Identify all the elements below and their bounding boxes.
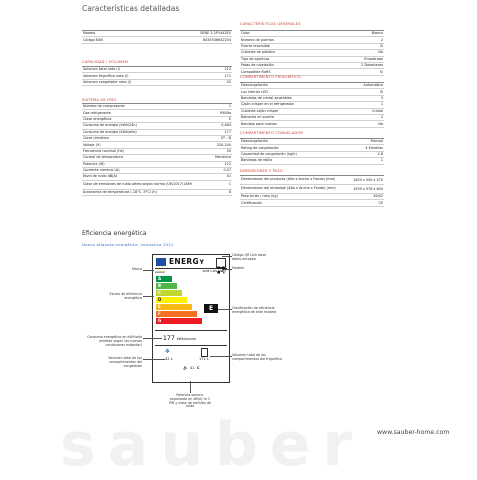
row-label: Volumen congelador neto (l) [82,79,210,85]
frigorifico-table [240,82,384,128]
row-value: 1 [211,104,232,110]
row-label: Peso bruto / neto (kg) [240,194,346,200]
table-row [82,79,232,85]
row-label: Clase de emisiones de ruido aéreo según norma (UE)2017/1369 [82,180,211,189]
class-bar-a: A [156,276,172,282]
row-value: 1450 x 540 x 570 [346,176,384,185]
brand-small: sauber [155,270,166,274]
row-label: Control de temperatura [82,155,211,161]
callout-ruido: Potencia sonora, expresada en dB(A) re 1 PW y clase de emisión de ruido [168,393,212,409]
row-label: Compatible RoHS [240,69,327,75]
row-value: No [327,50,384,56]
callout-qr: Código QR Link base datos europea [232,253,267,261]
row-label: Balcones en puerta [240,114,344,120]
row-label: Clase climática [82,135,211,141]
class-bar-e: E [156,304,192,310]
row-value: Mecánico [211,155,232,161]
class-bar-b: B [156,283,177,289]
row-label: Puerta reversible [240,43,327,49]
row-label: Dimensiones del embalaje (Alto x Ancho x Fondo) (mm) [240,185,346,194]
row-value: 1 [348,158,385,164]
class-bar-f: F [156,311,197,317]
selected-class-marker: E [204,304,218,313]
frigorifico-title: COMPARTIMENTO FRIGORÍFICO [240,75,301,79]
row-label: Patas de nivelación [240,62,327,68]
generales-table [240,30,384,76]
row-value: 0,484 [211,123,232,129]
snowflake-icon: ❄ [165,348,171,355]
sistema-table [82,103,232,196]
generales-title: CARACTERÍSTICAS GENERALES [240,22,301,26]
row-label: Modelo [82,31,142,37]
table-row [240,176,384,185]
row-value: 4 Estrellas [348,145,385,151]
row-value: 8 [211,189,232,195]
row-label: Volumen total neto (l) [82,67,210,73]
eficiencia-subtitle: Nueva etiqueta energética, normativa 2021 [82,242,174,247]
row-label: Consumo de energía (kWh/24h) [82,123,211,129]
row-value: 220-240 [211,142,232,148]
callout-consumo: Consumo energético en kWh/año (medido según las nuevas condiciones estándar) [87,335,142,347]
row-value: 171 [210,73,232,79]
row-label: Número de compresores [82,104,211,110]
row-value: Automática [344,83,384,89]
row-value: 2 [327,37,384,43]
watermark: sauber [60,410,365,480]
page-title: Características detalladas [82,4,180,13]
row-value: 2 Delanteras [327,62,384,68]
row-value: Cristal [344,108,384,114]
row-value: R600a [211,110,232,116]
row-value: Manual [348,139,385,145]
row-value: ST - N [211,135,232,141]
fridge-icon [201,348,208,357]
row-value: 0,57 [211,167,232,173]
lightning-icon: ʏ [198,257,205,266]
row-label: Corriente nominal (A) [82,167,211,173]
energy-word [169,257,205,266]
row-value: E [211,116,232,122]
qr-code-icon [216,258,226,268]
row-value: 1539 x 578 x 600 [346,185,384,194]
callout-clasificacion: Clasificación de eficiencia energética de este modelo [232,306,277,314]
row-label: Tipo de apertura [240,56,327,62]
callout-line [143,296,154,297]
speaker-icon: 🔈 [183,365,189,370]
capacidad-title: CAPACIDAD / VOLUMEN [82,60,128,64]
row-value: SENE 3-2P1442EV [142,31,232,37]
sistema-title: SISTEMA DE FRÍO [82,98,117,102]
capacidad-table [82,66,232,86]
row-label: Dimensiones del producto (Alto x Ancho x Fondo) (mm) [240,176,346,185]
callout-line [218,309,232,310]
row-value: 42 [210,79,232,85]
class-bar-g: G [156,318,202,324]
row-value: 212 [210,67,232,73]
row-label: Gas refrigerante [82,110,211,116]
row-value: 3 [344,95,384,101]
row-label: Bandejas de cristal ajustables [240,95,344,101]
footer-url[interactable]: www.sauber-home.com [377,429,450,436]
divider [155,330,227,331]
row-label: Descongelación [240,139,348,145]
row-value: 2 [344,114,384,120]
row-value: 39/42 [346,194,384,200]
row-value: Sí [344,89,384,95]
callout-marca: Marca [132,267,142,271]
row-label: Cubierta de plástico [240,50,327,56]
model-small: SENE 3-2P1442EV [202,270,226,273]
eu-flag-icon [156,258,166,266]
row-label: Rating de congelación [240,145,348,151]
row-label: Consumo de energía (kWh/año) [82,129,211,135]
energy-label-header [155,257,227,269]
dimensiones-title: DIMENSIONES Y PESO [240,169,283,173]
table-row [82,180,232,189]
row-label: Certificación [240,200,346,206]
row-label: Capacidad de congelación (kg/h) [240,151,348,157]
table-row [240,121,384,127]
row-value: 41 [211,174,232,180]
row-label: Número de puertas [240,37,327,43]
congelador-table [240,138,384,165]
divider [155,345,227,346]
callout-line [222,269,232,270]
callout-line [190,381,191,393]
row-label: Bandejas de rejilla [240,158,348,164]
callout-vol-frigorifico: Volumen total de los compartimentos del frigorífico [232,353,282,361]
row-label: Cajón crisper en el refrigerador [240,102,344,108]
row-label: Autonomía de temperatura (-18°C -9°C) (h) [82,189,211,195]
callout-modelo: Modelo [232,266,244,270]
row-value: CE [346,200,384,206]
eficiencia-title: Eficiencia energética [82,230,147,237]
row-value: Sí [327,69,384,75]
model-table [82,30,232,44]
row-value: 1 [344,102,384,108]
class-bar-c: C [156,290,182,296]
kwh-value: 177 [163,335,175,342]
table-row [82,189,232,195]
row-label: Clase energética [82,116,211,122]
freezer-volume: 42 L [165,357,173,361]
row-value: Empotrado [327,56,384,62]
kwh-consumption [163,335,196,342]
callout-escala: Escala de eficiencia energética [109,292,142,300]
row-label: Bandeja para huevos [240,121,344,127]
row-label: Frecuencia nominal (Hz) [82,148,211,154]
callout-line [143,338,162,339]
congelador-title: COMPARTIMENTO CONGELADOR [240,131,304,135]
callout-vol-congelador: Volumen total de los compartimentos del congelador [108,356,142,368]
class-bar-d: D [156,297,187,303]
row-value: Sí [327,43,384,49]
callout-line [143,359,165,360]
table-row [240,185,384,194]
table-row [82,37,232,43]
callout-line [222,256,232,257]
callout-line [210,356,232,357]
row-value: No [344,121,384,127]
row-label: Color [240,31,327,37]
row-label: Cubierta cajón crisper [240,108,344,114]
fridge-volume: 171 L [199,357,210,361]
kwh-unit: kWh/annum [176,337,196,341]
row-label: Volumen frigorífico neto (l) [82,73,210,79]
row-label: Voltaje (V) [82,142,211,148]
row-value: C [211,180,232,189]
noise-class: C [197,366,200,370]
dimensiones-table [240,175,384,207]
row-label: Luz interior LED [240,89,344,95]
row-value: 177 [211,129,232,135]
energy-word-text: ENERG [169,257,199,266]
table-row [240,158,384,164]
row-label: Descongelación [240,83,344,89]
row-label: Potencia (W) [82,161,211,167]
noise-db: 41 [190,366,195,370]
row-value: 122 [211,161,232,167]
row-value: 8435536642204 [142,37,232,43]
row-value: Blanco [327,31,384,37]
row-label: Nivel de ruido dB(A) [82,174,211,180]
energy-label [152,254,230,383]
row-value: 2,6 [348,151,385,157]
callout-line [143,270,154,271]
table-row [240,200,384,206]
row-value: 50 [211,148,232,154]
row-label: Código EAN [82,37,142,43]
